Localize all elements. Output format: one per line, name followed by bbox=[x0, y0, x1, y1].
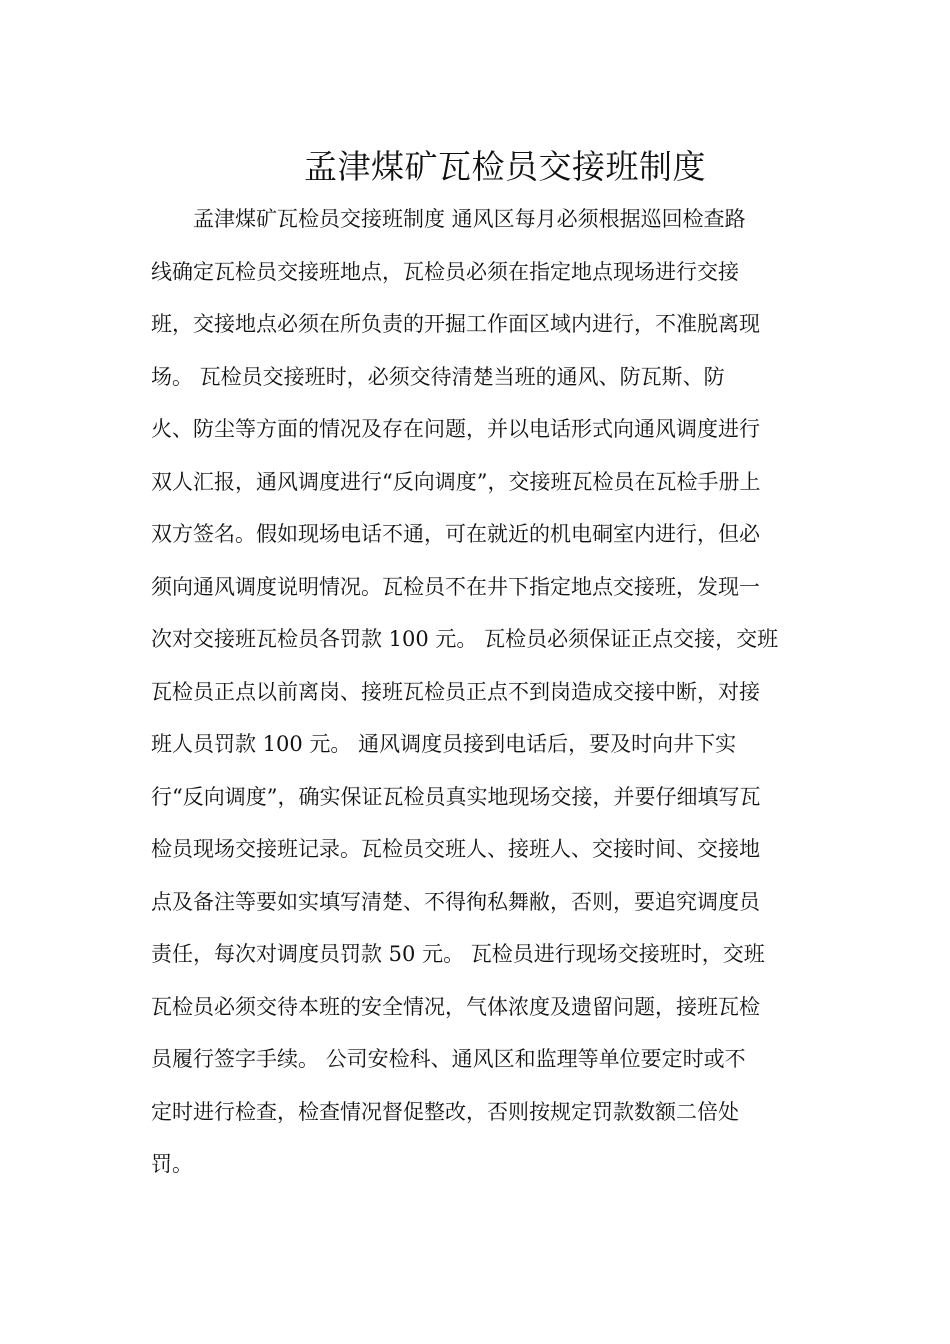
body-line: 火、防尘等方面的情况及存在问题，并以电话形式向通风调度进行 bbox=[151, 417, 760, 441]
body-line: 须向通风调度说明情况。瓦检员不在井下指定地点交接班，发现一 bbox=[151, 574, 760, 599]
body-line: 班人员罚款 100 元。 通风调度员接到电话后，要及时向井下实 bbox=[151, 732, 737, 756]
body-line: 行“反向调度”，确实保证瓦检员真实地现场交接，并要仔细填写瓦 bbox=[151, 784, 761, 809]
body-line: 罚。 bbox=[151, 1152, 193, 1176]
body-line: 线确定瓦检员交接班地点，瓦检员必须在指定地点现场进行交接 bbox=[151, 259, 739, 284]
body-line: 次对交接班瓦检员各罚款 100 元。 瓦检员必须保证正点交接，交班 bbox=[151, 627, 779, 651]
body-line: 双方签名。假如现场电话不通，可在就近的机电硐室内进行，但必 bbox=[151, 522, 760, 546]
body-line: 责任，每次对调度员罚款 50 元。 瓦检员进行现场交接班时，交班 bbox=[151, 942, 765, 966]
body-line: 孟津煤矿瓦检员交接班制度 通风区每月必须根据巡回检查路 bbox=[151, 207, 746, 231]
body-line: 员履行签字手续。 公司安检科、通风区和监理等单位要定时或不 bbox=[151, 1047, 746, 1071]
body-line: 瓦检员正点以前离岗、接班瓦检员正点不到岗造成交接中断，对接 bbox=[151, 679, 760, 704]
body-line: 瓦检员必须交待本班的安全情况，气体浓度及遗留问题，接班瓦检 bbox=[151, 994, 760, 1019]
document-body bbox=[151, 193, 801, 1191]
body-line: 定时进行检查，检查情况督促整改，否则按规定罚款数额二倍处 bbox=[151, 1099, 739, 1124]
body-line: 检员现场交接班记录。瓦检员交班人、接班人、交接时间、交接地 bbox=[151, 837, 760, 861]
body-line: 双人汇报，通风调度进行“反向调度”，交接班瓦检员在瓦检手册上 bbox=[151, 469, 761, 494]
document-title: 孟津煤矿瓦检员交接班制度 bbox=[304, 147, 706, 187]
body-line: 场。 瓦检员交接班时，必须交待清楚当班的通风、防瓦斯、防 bbox=[151, 364, 725, 389]
body-line: 点及备注等要如实填写清楚、不得徇私舞敝，否则，要追究调度员 bbox=[151, 889, 760, 914]
body-line: 班，交接地点必须在所负责的开掘工作面区域内进行，不准脱离现 bbox=[151, 312, 760, 336]
